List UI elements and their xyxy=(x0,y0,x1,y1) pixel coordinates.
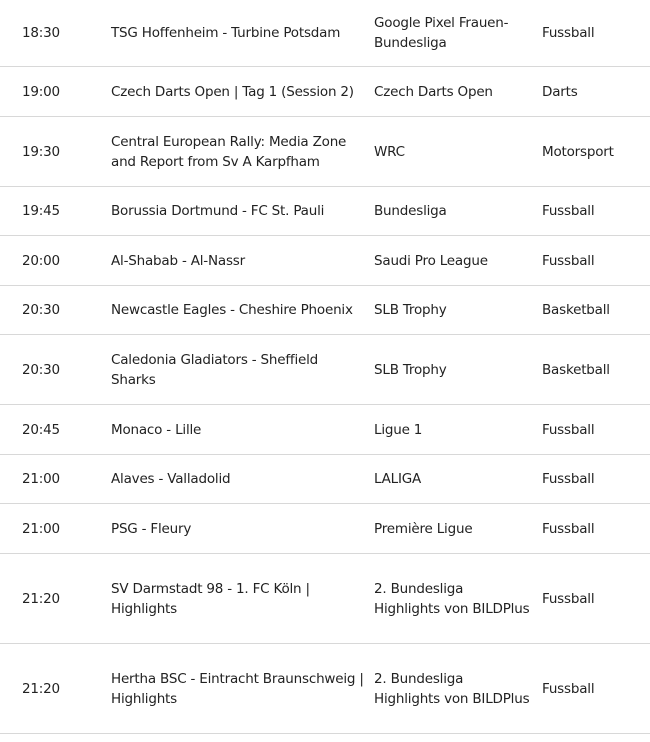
schedule-row[interactable] xyxy=(0,117,650,187)
row-title: SV Darmstadt 98 - 1. FC Köln | Highlights xyxy=(111,580,310,617)
row-title: Alaves - Valladolid xyxy=(111,471,231,487)
schedule-row[interactable] xyxy=(0,504,650,554)
schedule-row[interactable] xyxy=(0,335,650,405)
row-time: 21:00 xyxy=(22,471,60,487)
row-time: 21:20 xyxy=(22,680,60,697)
row-league: Saudi Pro League xyxy=(374,252,488,269)
row-league: SLB Trophy xyxy=(374,302,447,318)
schedule-row[interactable] xyxy=(0,644,650,734)
row-league: Première Ligue xyxy=(374,520,473,537)
row-league: Google Pixel Frauen-Bundesliga xyxy=(374,15,509,51)
row-time: 21:00 xyxy=(22,520,60,537)
row-sport: Fussball xyxy=(542,252,595,269)
row-time: 19:30 xyxy=(22,143,60,160)
row-title: Hertha BSC - Eintracht Braunschweig | Highlights xyxy=(111,670,364,707)
row-sport: Fussball xyxy=(542,471,595,487)
row-league: LALIGA xyxy=(374,471,422,487)
schedule-row[interactable] xyxy=(0,67,650,117)
row-time: 20:30 xyxy=(22,302,60,318)
row-time: 19:00 xyxy=(22,83,60,100)
row-time: 20:30 xyxy=(22,361,60,378)
row-league: 2. Bundesliga Highlights von BILDPlus xyxy=(374,670,530,707)
row-title: Central European Rally: Media Zone and Report from Sv A Karpfham xyxy=(111,133,347,170)
schedule-row[interactable] xyxy=(0,187,650,236)
row-sport: Motorsport xyxy=(542,143,614,160)
row-sport: Basketball xyxy=(542,302,610,318)
row-title: Czech Darts Open | Tag 1 (Session 2) xyxy=(111,83,354,100)
row-time: 21:20 xyxy=(22,590,60,607)
row-sport: Fussball xyxy=(542,421,595,438)
row-sport: Fussball xyxy=(542,25,595,41)
row-sport: Darts xyxy=(542,83,578,100)
row-title: TSG Hoffenheim - Turbine Potsdam xyxy=(111,25,341,41)
row-title: PSG - Fleury xyxy=(111,520,192,537)
schedule-row[interactable] xyxy=(0,554,650,644)
row-league: WRC xyxy=(374,143,405,160)
row-time: 19:45 xyxy=(22,203,60,219)
schedule-row[interactable] xyxy=(0,236,650,286)
schedule-row[interactable] xyxy=(0,286,650,335)
row-league: Bundesliga xyxy=(374,203,447,219)
row-sport: Fussball xyxy=(542,203,595,219)
row-title: Newcastle Eagles - Cheshire Phoenix xyxy=(111,302,353,318)
row-time: 18:30 xyxy=(22,25,60,41)
schedule-row[interactable] xyxy=(0,405,650,455)
row-sport: Fussball xyxy=(542,680,595,697)
row-title: Monaco - Lille xyxy=(111,421,202,438)
row-league: 2. Bundesliga Highlights von BILDPlus xyxy=(374,580,530,617)
row-time: 20:00 xyxy=(22,252,60,269)
row-sport: Fussball xyxy=(542,520,595,537)
schedule-row[interactable] xyxy=(0,455,650,504)
row-league: Ligue 1 xyxy=(374,421,423,438)
row-time: 20:45 xyxy=(22,421,60,438)
row-league: SLB Trophy xyxy=(374,361,447,378)
row-league: Czech Darts Open xyxy=(374,83,493,100)
schedule-row[interactable] xyxy=(0,0,650,67)
row-title: Al-Shabab - Al-Nassr xyxy=(111,252,245,269)
row-title: Borussia Dortmund - FC St. Pauli xyxy=(111,203,325,219)
row-title: Caledonia Gladiators - Sheffield Sharks xyxy=(111,351,319,388)
row-sport: Basketball xyxy=(542,361,610,378)
row-sport: Fussball xyxy=(542,590,595,607)
